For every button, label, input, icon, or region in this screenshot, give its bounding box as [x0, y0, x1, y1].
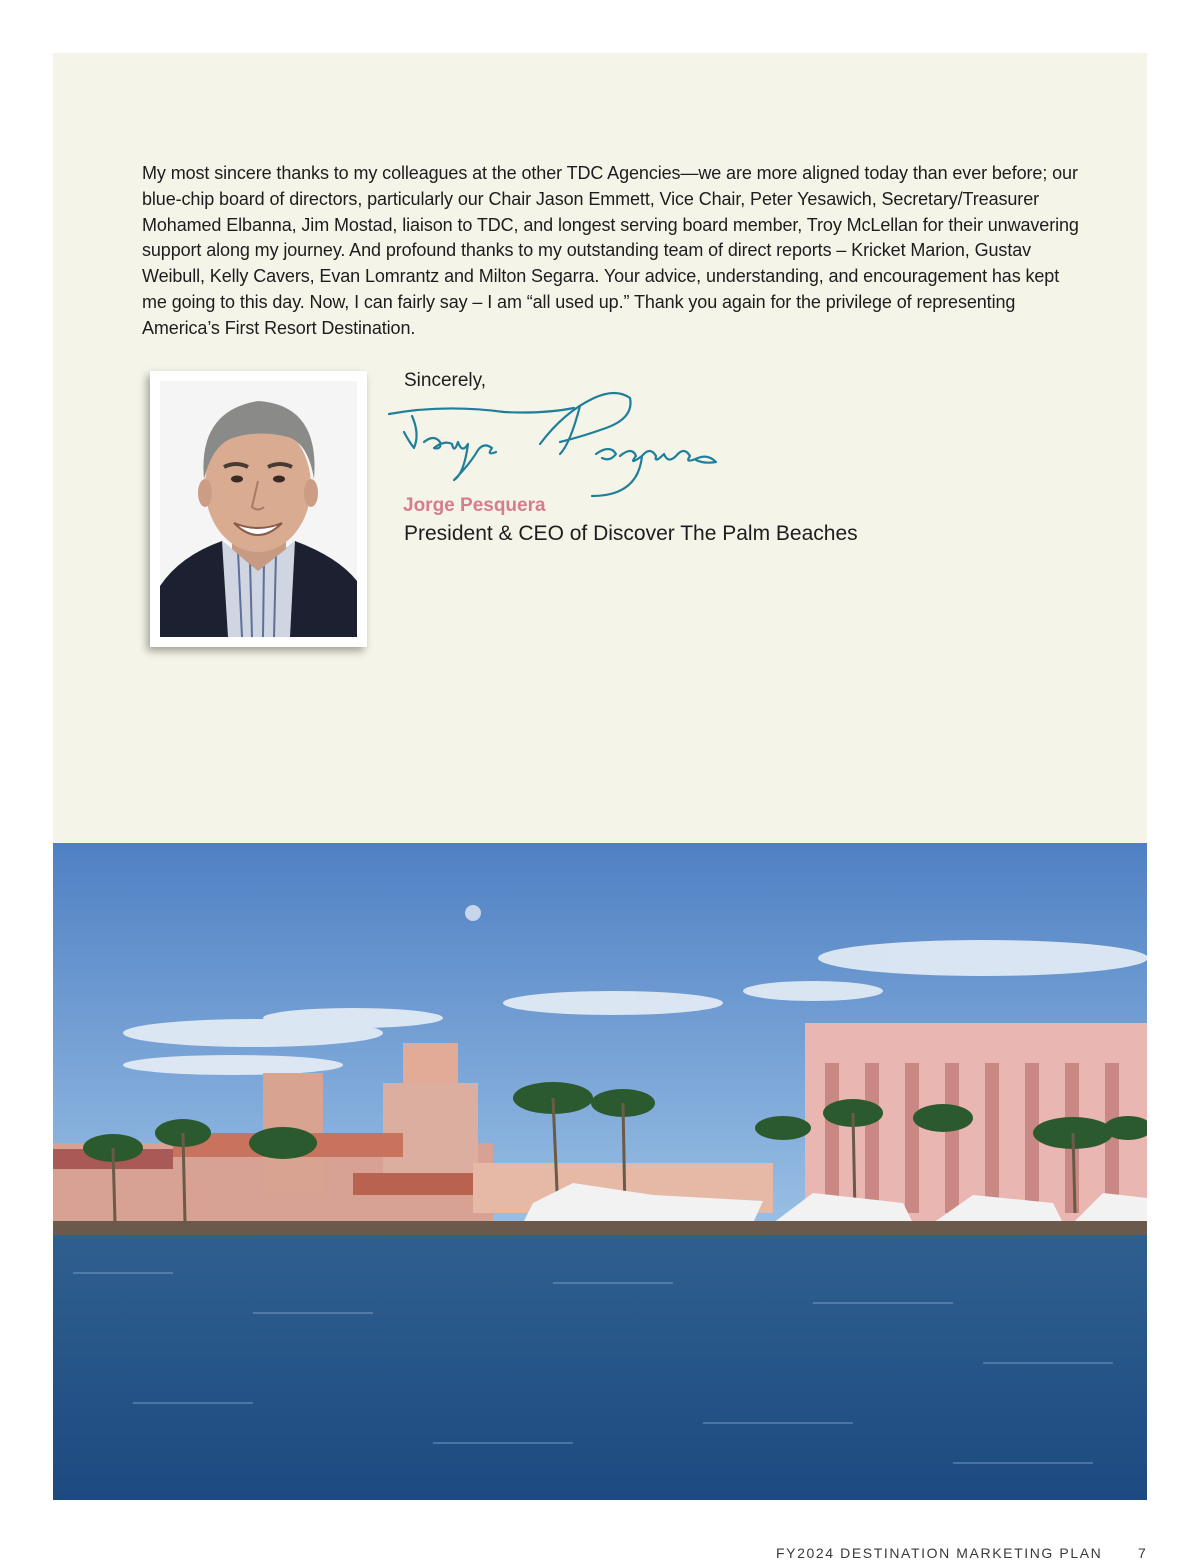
- page-number: 7: [1138, 1545, 1146, 1561]
- signature-text: Jorge Pesquera: [384, 384, 392, 385]
- letter-paragraph: My most sincere thanks to my colleagues at the other TDC Agencies—we are more aligned today than ever before; our blue-chip board of directors, particularly our Chair Jason Emmett, Vice Chair, Peter Yesawich, Secretary/Treasurer Mohamed Elbanna, Jim Mostad, liaison to TDC, and longest serving board member, Troy McLellan for their unwavering support along my journey. And profound thanks to my outstanding team of direct reports – Kricket Marion, Gustav Weibull, Kelly Cavers, Evan Lomrantz and Milton Segarra. Your advice, understanding, and encouragement has kept me going to this day. Now, I can fairly say – I am “all used up.” Thank you again for the privilege of representing America’s First Resort Destination.: [142, 163, 1079, 338]
- portrait-photo: [150, 371, 367, 647]
- signature-image: [384, 384, 729, 502]
- letter-closing: Sincerely,: [404, 370, 487, 391]
- signer-name: Jorge Pesquera: [403, 495, 546, 516]
- signer-title: President & CEO of Discover The Palm Beaches: [404, 522, 858, 545]
- footer-document-title: FY2024 DESTINATION MARKETING PLAN: [776, 1545, 1103, 1561]
- marina-hero-photo: [53, 843, 1147, 1500]
